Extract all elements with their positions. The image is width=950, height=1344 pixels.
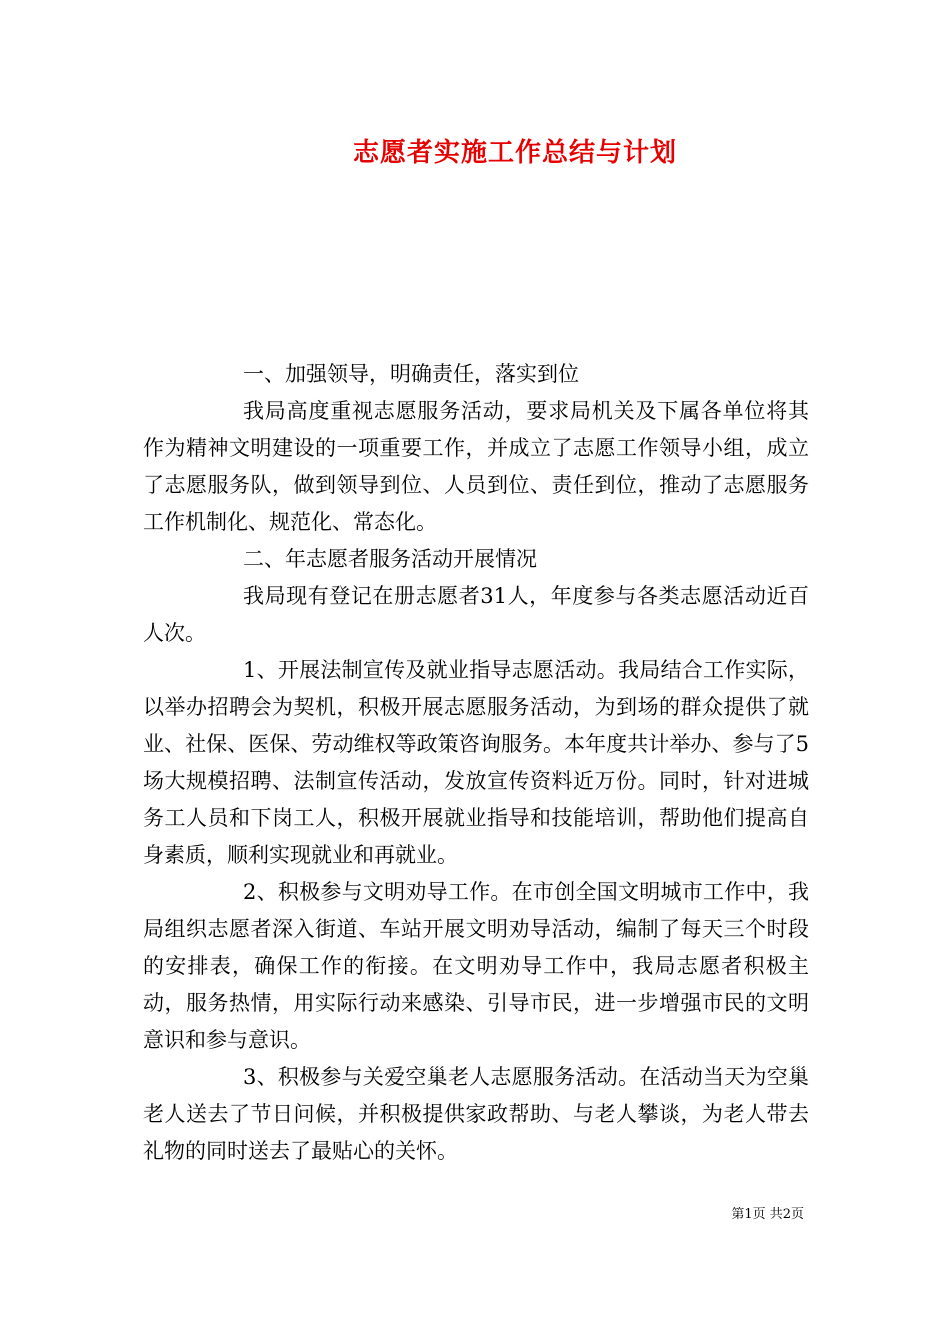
page-number: 第1页 共2页 (731, 1207, 804, 1222)
section-heading-1: 一、加强领导，明确责任，落实到位 (243, 362, 579, 386)
paragraph-elderly-care: 3、积极参与关爱空巢老人志愿服务活动。在活动当天为空巢老人送去了节日问候，并积极提供家政帮助、与老人攀谈，为老人带去礼物的同时送去了最贴心的关怀。 (143, 1065, 809, 1163)
paragraph-legal-employment: 1、开展法制宣传及就业指导志愿活动。我局结合工作实际，以举办招聘会为契机，积极开展志愿服务活动，为到场的群众提供了就业、社保、医保、劳动维权等政策咨询服务。本年度共计举办、参与了5场大规模招聘、法制宣传活动，发放宣传资料近万份。同时，针对进城务工人员和下岗工人，积极开展就业指导和技能培训，帮助他们提高自身素质，顺利实现就业和再就业。 (143, 658, 809, 867)
paragraph-leadership: 我局高度重视志愿服务活动，要求局机关及下属各单位将其作为精神文明建设的一项重要工作，并成立了志愿工作领导小组，成立了志愿服务队，做到领导到位、人员到位、责任到位，推动了志愿服务工作机制化、规范化、常态化。 (143, 399, 809, 534)
document-body (143, 356, 809, 1170)
paragraph-registered-volunteers: 我局现有登记在册志愿者31人，年度参与各类志愿活动近百人次。 (143, 584, 809, 645)
paragraph-civilization-guidance: 2、积极参与文明劝导工作。在市创全国文明城市工作中，我局组织志愿者深入街道、车站开展文明劝导活动，编制了每天三个时段的安排表，确保工作的衔接。在文明劝导工作中，我局志愿者积极主动，服务热情，用实际行动来感染、引导市民，进一步增强市民的文明意识和参与意识。 (143, 880, 809, 1052)
section-heading-2: 二、年志愿者服务活动开展情况 (243, 547, 537, 571)
document-title: 志愿者实施工作总结与计划 (352, 138, 677, 168)
